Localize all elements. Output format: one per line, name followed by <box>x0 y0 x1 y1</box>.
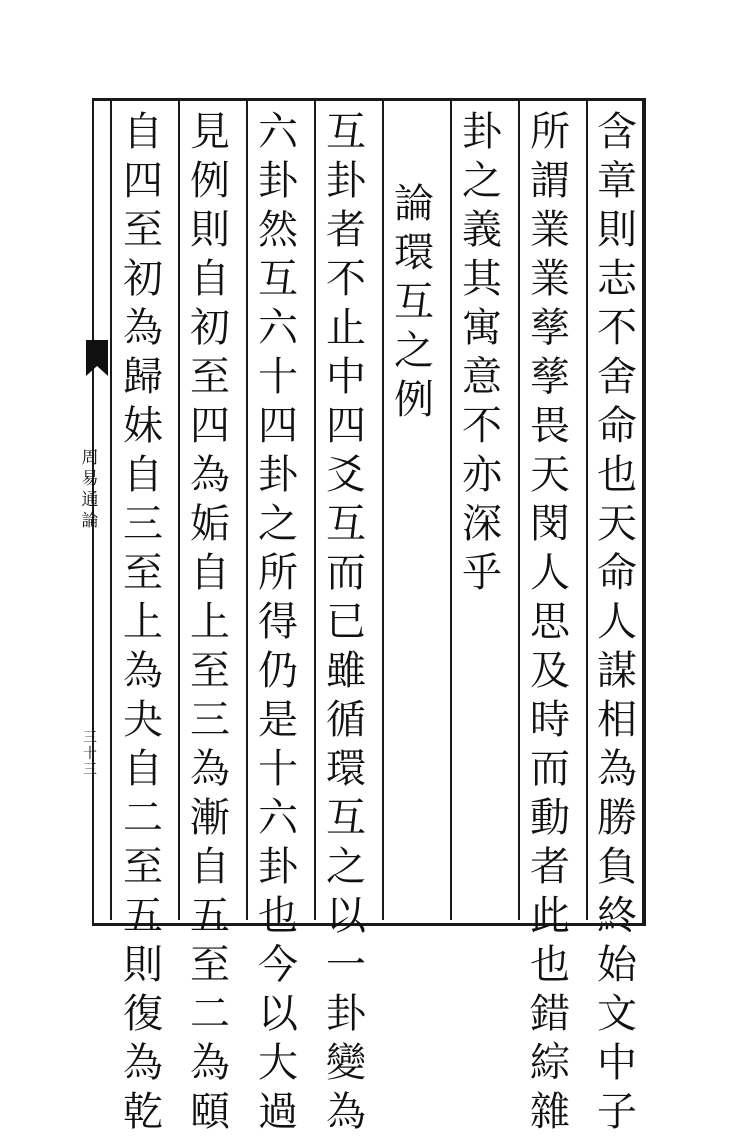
column-character: 不 <box>326 256 366 302</box>
column-character: 人 <box>597 599 637 645</box>
column-character: 而 <box>326 550 366 596</box>
text-column-1 <box>590 108 644 1137</box>
column-character: 為 <box>123 648 163 694</box>
column-character: 綜 <box>530 1040 570 1086</box>
column-character: 也 <box>258 893 298 939</box>
text-column-6 <box>251 108 305 1137</box>
column-character: 之 <box>258 501 298 547</box>
column-character: 之 <box>326 844 366 890</box>
column-character: 此 <box>530 893 570 939</box>
column-character: 三 <box>123 501 163 547</box>
fishtail-mark <box>86 340 108 366</box>
column-character: 初 <box>123 256 163 302</box>
column-character: 錯 <box>530 991 570 1037</box>
column-character: 卦 <box>326 991 366 1037</box>
column-character: 之 <box>462 158 502 204</box>
column-character: 仍 <box>258 648 298 694</box>
column-character: 則 <box>190 207 230 253</box>
column-character: 自 <box>123 109 163 155</box>
column-character: 為 <box>123 305 163 351</box>
column-character: 互 <box>326 109 366 155</box>
column-character: 爻 <box>326 452 366 498</box>
column-character: 二 <box>123 795 163 841</box>
column-character: 至 <box>190 354 230 400</box>
column-rule <box>246 98 248 920</box>
column-rule <box>178 98 180 920</box>
title-character: 論 <box>81 511 99 531</box>
column-character: 其 <box>462 256 502 302</box>
column-character: 深 <box>462 501 502 547</box>
column-character: 命 <box>597 403 637 449</box>
column-character: 止 <box>326 305 366 351</box>
column-character: 寓 <box>462 305 502 351</box>
title-character: 通 <box>81 490 99 510</box>
column-character: 志 <box>597 256 637 302</box>
column-character: 姤 <box>190 501 230 547</box>
column-character: 為 <box>190 452 230 498</box>
column-character: 終 <box>597 893 637 939</box>
column-character: 孳 <box>530 305 570 351</box>
column-character: 也 <box>597 452 637 498</box>
column-character: 然 <box>258 207 298 253</box>
column-character: 至 <box>123 550 163 596</box>
column-character: 孳 <box>530 354 570 400</box>
title-character: 周 <box>81 448 99 468</box>
column-character: 頤 <box>190 1089 230 1135</box>
column-character: 四 <box>258 403 298 449</box>
column-character: 至 <box>123 207 163 253</box>
column-character: 天 <box>597 501 637 547</box>
column-character: 業 <box>530 256 570 302</box>
column-character: 妹 <box>123 403 163 449</box>
column-character: 大 <box>258 1040 298 1086</box>
column-character: 上 <box>190 599 230 645</box>
text-column-2 <box>523 108 577 1137</box>
column-character: 四 <box>123 158 163 204</box>
column-character: 夬 <box>123 697 163 743</box>
column-character: 一 <box>326 942 366 988</box>
column-rule <box>586 98 588 920</box>
column-character: 及 <box>530 648 570 694</box>
column-character: 不 <box>462 403 502 449</box>
column-character: 至 <box>190 648 230 694</box>
column-character: 為 <box>326 1089 366 1135</box>
column-character: 自 <box>190 844 230 890</box>
column-character: 環 <box>394 230 434 276</box>
column-character: 六 <box>258 305 298 351</box>
column-character: 者 <box>530 844 570 890</box>
column-character: 為 <box>123 1040 163 1086</box>
column-rule <box>450 98 452 920</box>
column-character: 中 <box>597 1040 637 1086</box>
column-character: 六 <box>258 795 298 841</box>
column-character: 始 <box>597 942 637 988</box>
column-character: 已 <box>326 599 366 645</box>
text-column-7 <box>183 108 237 1137</box>
column-character: 十 <box>258 354 298 400</box>
column-character: 見 <box>190 109 230 155</box>
column-character: 業 <box>530 207 570 253</box>
column-character: 天 <box>530 452 570 498</box>
column-character: 負 <box>597 844 637 890</box>
column-character: 卦 <box>326 158 366 204</box>
column-character: 互 <box>258 256 298 302</box>
column-character: 亦 <box>462 452 502 498</box>
column-character: 義 <box>462 207 502 253</box>
column-character: 思 <box>530 599 570 645</box>
column-character: 論 <box>394 181 434 227</box>
column-character: 意 <box>462 354 502 400</box>
column-character: 命 <box>597 550 637 596</box>
column-character: 漸 <box>190 795 230 841</box>
column-character: 卦 <box>258 844 298 890</box>
column-character: 人 <box>530 550 570 596</box>
column-character: 自 <box>190 550 230 596</box>
column-character: 四 <box>326 403 366 449</box>
column-character: 閔 <box>530 501 570 547</box>
column-character: 勝 <box>597 795 637 841</box>
column-character: 是 <box>258 697 298 743</box>
column-character: 含 <box>597 109 637 155</box>
column-character: 相 <box>597 697 637 743</box>
column-character: 歸 <box>123 354 163 400</box>
column-rule <box>314 98 316 920</box>
column-character: 得 <box>258 599 298 645</box>
column-character: 所 <box>258 550 298 596</box>
column-character: 為 <box>190 1040 230 1086</box>
column-character: 謀 <box>597 648 637 694</box>
column-character: 過 <box>258 1089 298 1135</box>
column-character: 不 <box>597 305 637 351</box>
column-character: 章 <box>597 158 637 204</box>
column-character: 三 <box>190 697 230 743</box>
column-character: 卦 <box>258 158 298 204</box>
column-character: 二 <box>190 991 230 1037</box>
column-character: 互 <box>394 279 434 325</box>
book-title <box>80 448 100 532</box>
column-character: 者 <box>326 207 366 253</box>
column-character: 初 <box>190 305 230 351</box>
title-character: 易 <box>81 469 99 489</box>
column-character: 中 <box>326 354 366 400</box>
column-character: 今 <box>258 942 298 988</box>
page-number-character: 三 <box>83 762 97 778</box>
column-character: 四 <box>190 403 230 449</box>
column-character: 變 <box>326 1040 366 1086</box>
column-character: 互 <box>326 501 366 547</box>
text-column-5 <box>319 108 373 1137</box>
page-number-character: 十 <box>83 746 97 762</box>
column-character: 復 <box>123 991 163 1037</box>
column-character: 謂 <box>530 158 570 204</box>
column-character: 例 <box>190 158 230 204</box>
column-character: 而 <box>530 746 570 792</box>
column-character: 為 <box>597 746 637 792</box>
column-character: 自 <box>123 746 163 792</box>
column-character: 舍 <box>597 354 637 400</box>
column-character: 則 <box>123 942 163 988</box>
column-character: 時 <box>530 697 570 743</box>
column-character: 也 <box>530 942 570 988</box>
column-character: 則 <box>597 207 637 253</box>
page-number <box>80 730 100 778</box>
column-character: 乎 <box>462 550 502 596</box>
column-character: 五 <box>190 893 230 939</box>
column-character: 十 <box>258 746 298 792</box>
column-rule <box>110 98 112 920</box>
column-character: 自 <box>123 452 163 498</box>
column-rule <box>382 98 384 920</box>
column-character: 自 <box>190 256 230 302</box>
section-heading-column <box>387 180 441 425</box>
page-number-character: 三 <box>83 730 97 746</box>
column-character: 以 <box>326 893 366 939</box>
column-character: 所 <box>530 109 570 155</box>
column-character: 循 <box>326 697 366 743</box>
column-character: 環 <box>326 746 366 792</box>
column-character: 以 <box>258 991 298 1037</box>
column-character: 文 <box>597 991 637 1037</box>
column-character: 雜 <box>530 1089 570 1135</box>
column-character: 六 <box>258 109 298 155</box>
column-character: 為 <box>190 746 230 792</box>
column-character: 雖 <box>326 648 366 694</box>
column-character: 卦 <box>258 452 298 498</box>
column-character: 例 <box>394 377 434 423</box>
column-rule <box>518 98 520 920</box>
column-character: 動 <box>530 795 570 841</box>
column-character: 五 <box>123 893 163 939</box>
column-character: 上 <box>123 599 163 645</box>
text-column-8 <box>116 108 170 1137</box>
column-character: 子 <box>597 1089 637 1135</box>
column-character: 之 <box>394 328 434 374</box>
column-character: 畏 <box>530 403 570 449</box>
column-character: 至 <box>123 844 163 890</box>
text-column-3 <box>455 108 509 598</box>
column-character: 至 <box>190 942 230 988</box>
column-character: 互 <box>326 795 366 841</box>
column-character: 乾 <box>123 1089 163 1135</box>
column-character: 卦 <box>462 109 502 155</box>
